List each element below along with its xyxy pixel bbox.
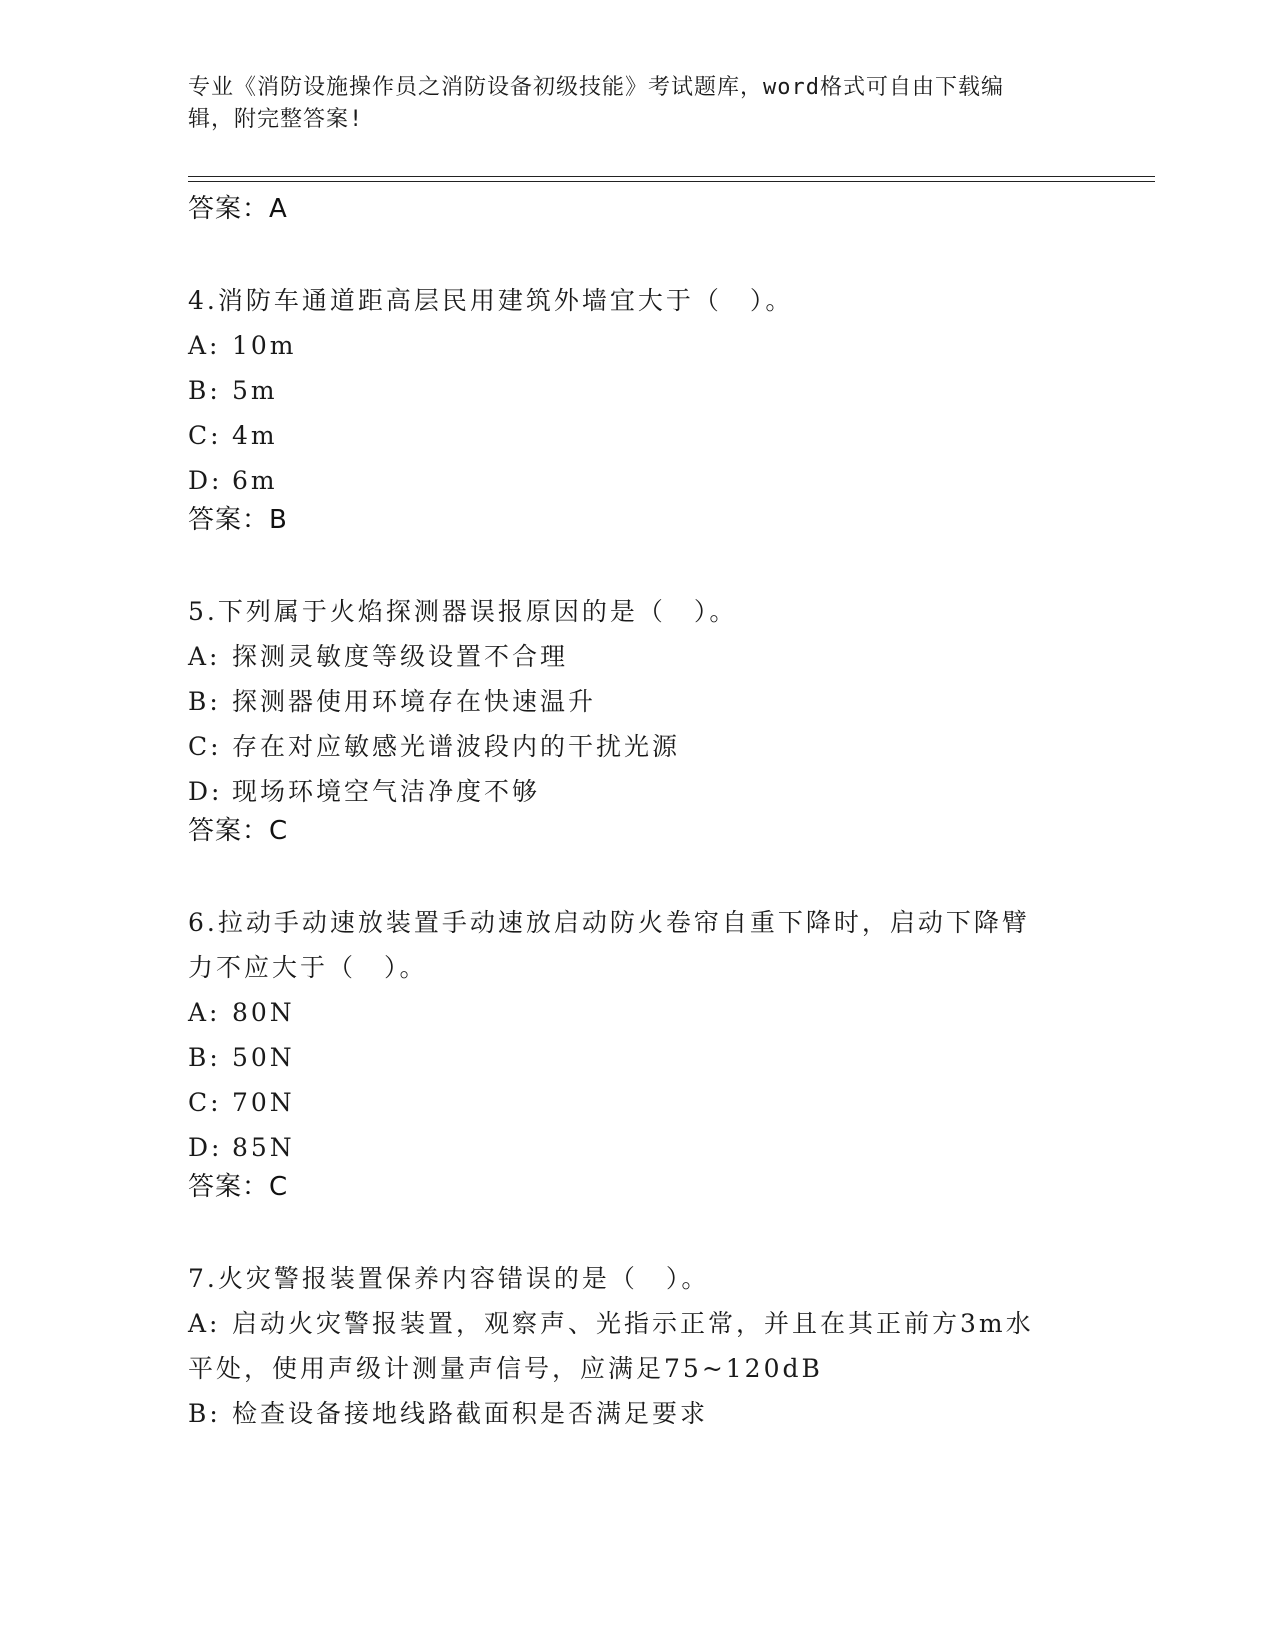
header-divider-bottom xyxy=(188,181,1155,182)
answer-line: 答案：B xyxy=(188,505,288,535)
answer-line: 答案：C xyxy=(188,1172,289,1202)
option-a-continuation: 平处，使用声级计测量声信号，应满足75~120dB xyxy=(188,1354,823,1383)
option-d: D: 85N xyxy=(188,1133,295,1162)
answer-line: 答案：C xyxy=(188,816,289,846)
option-a: A: 10m xyxy=(188,331,297,360)
option-d: D: 现场环境空气洁净度不够 xyxy=(188,777,541,806)
question-stem-line: 6.拉动手动速放装置手动速放启动防火卷帘自重下降时，启动下降臂 xyxy=(188,908,1030,937)
question-stem: 4.消防车通道距高层民用建筑外墙宜大于（ ）。 xyxy=(188,286,794,315)
question-block xyxy=(188,900,1088,1204)
question-stem: 5.下列属于火焰探测器误报原因的是（ ）。 xyxy=(188,597,738,626)
option-a: A: 80N xyxy=(188,998,295,1027)
header-divider-top xyxy=(188,176,1155,177)
header-line-1: 专业《消防设施操作员之消防设备初级技能》考试题库，word格式可自由下载编 xyxy=(188,75,1004,100)
option-d: D: 6m xyxy=(188,466,278,495)
question-block xyxy=(188,1256,1088,1436)
question-stem: 7.火灾警报装置保养内容错误的是（ ）。 xyxy=(188,1264,710,1293)
option-b: B: 5m xyxy=(188,376,278,405)
option-c: C: 4m xyxy=(188,421,278,450)
option-b: B: 检查设备接地线路截面积是否满足要求 xyxy=(188,1399,709,1428)
option-b: B: 探测器使用环境存在快速温升 xyxy=(188,687,597,716)
option-a: A: 探测灵敏度等级设置不合理 xyxy=(188,642,569,671)
option-a: A: 启动火灾警报装置，观察声、光指示正常，并且在其正前方3m水 xyxy=(188,1309,1034,1338)
document-header xyxy=(188,72,1068,136)
question-stem xyxy=(188,900,1088,990)
option-c: C: 存在对应敏感光谱波段内的干扰光源 xyxy=(188,732,681,761)
question-list xyxy=(188,192,1088,1436)
question-block xyxy=(188,589,1088,848)
header-line-2: 辑，附完整答案! xyxy=(188,107,364,132)
option-b: B: 50N xyxy=(188,1043,295,1072)
option-c: C: 70N xyxy=(188,1088,295,1117)
question-block xyxy=(188,278,1088,537)
answer-line: 答案：A xyxy=(188,194,288,224)
question-stem-line: 力不应大于（ ）。 xyxy=(188,953,428,982)
